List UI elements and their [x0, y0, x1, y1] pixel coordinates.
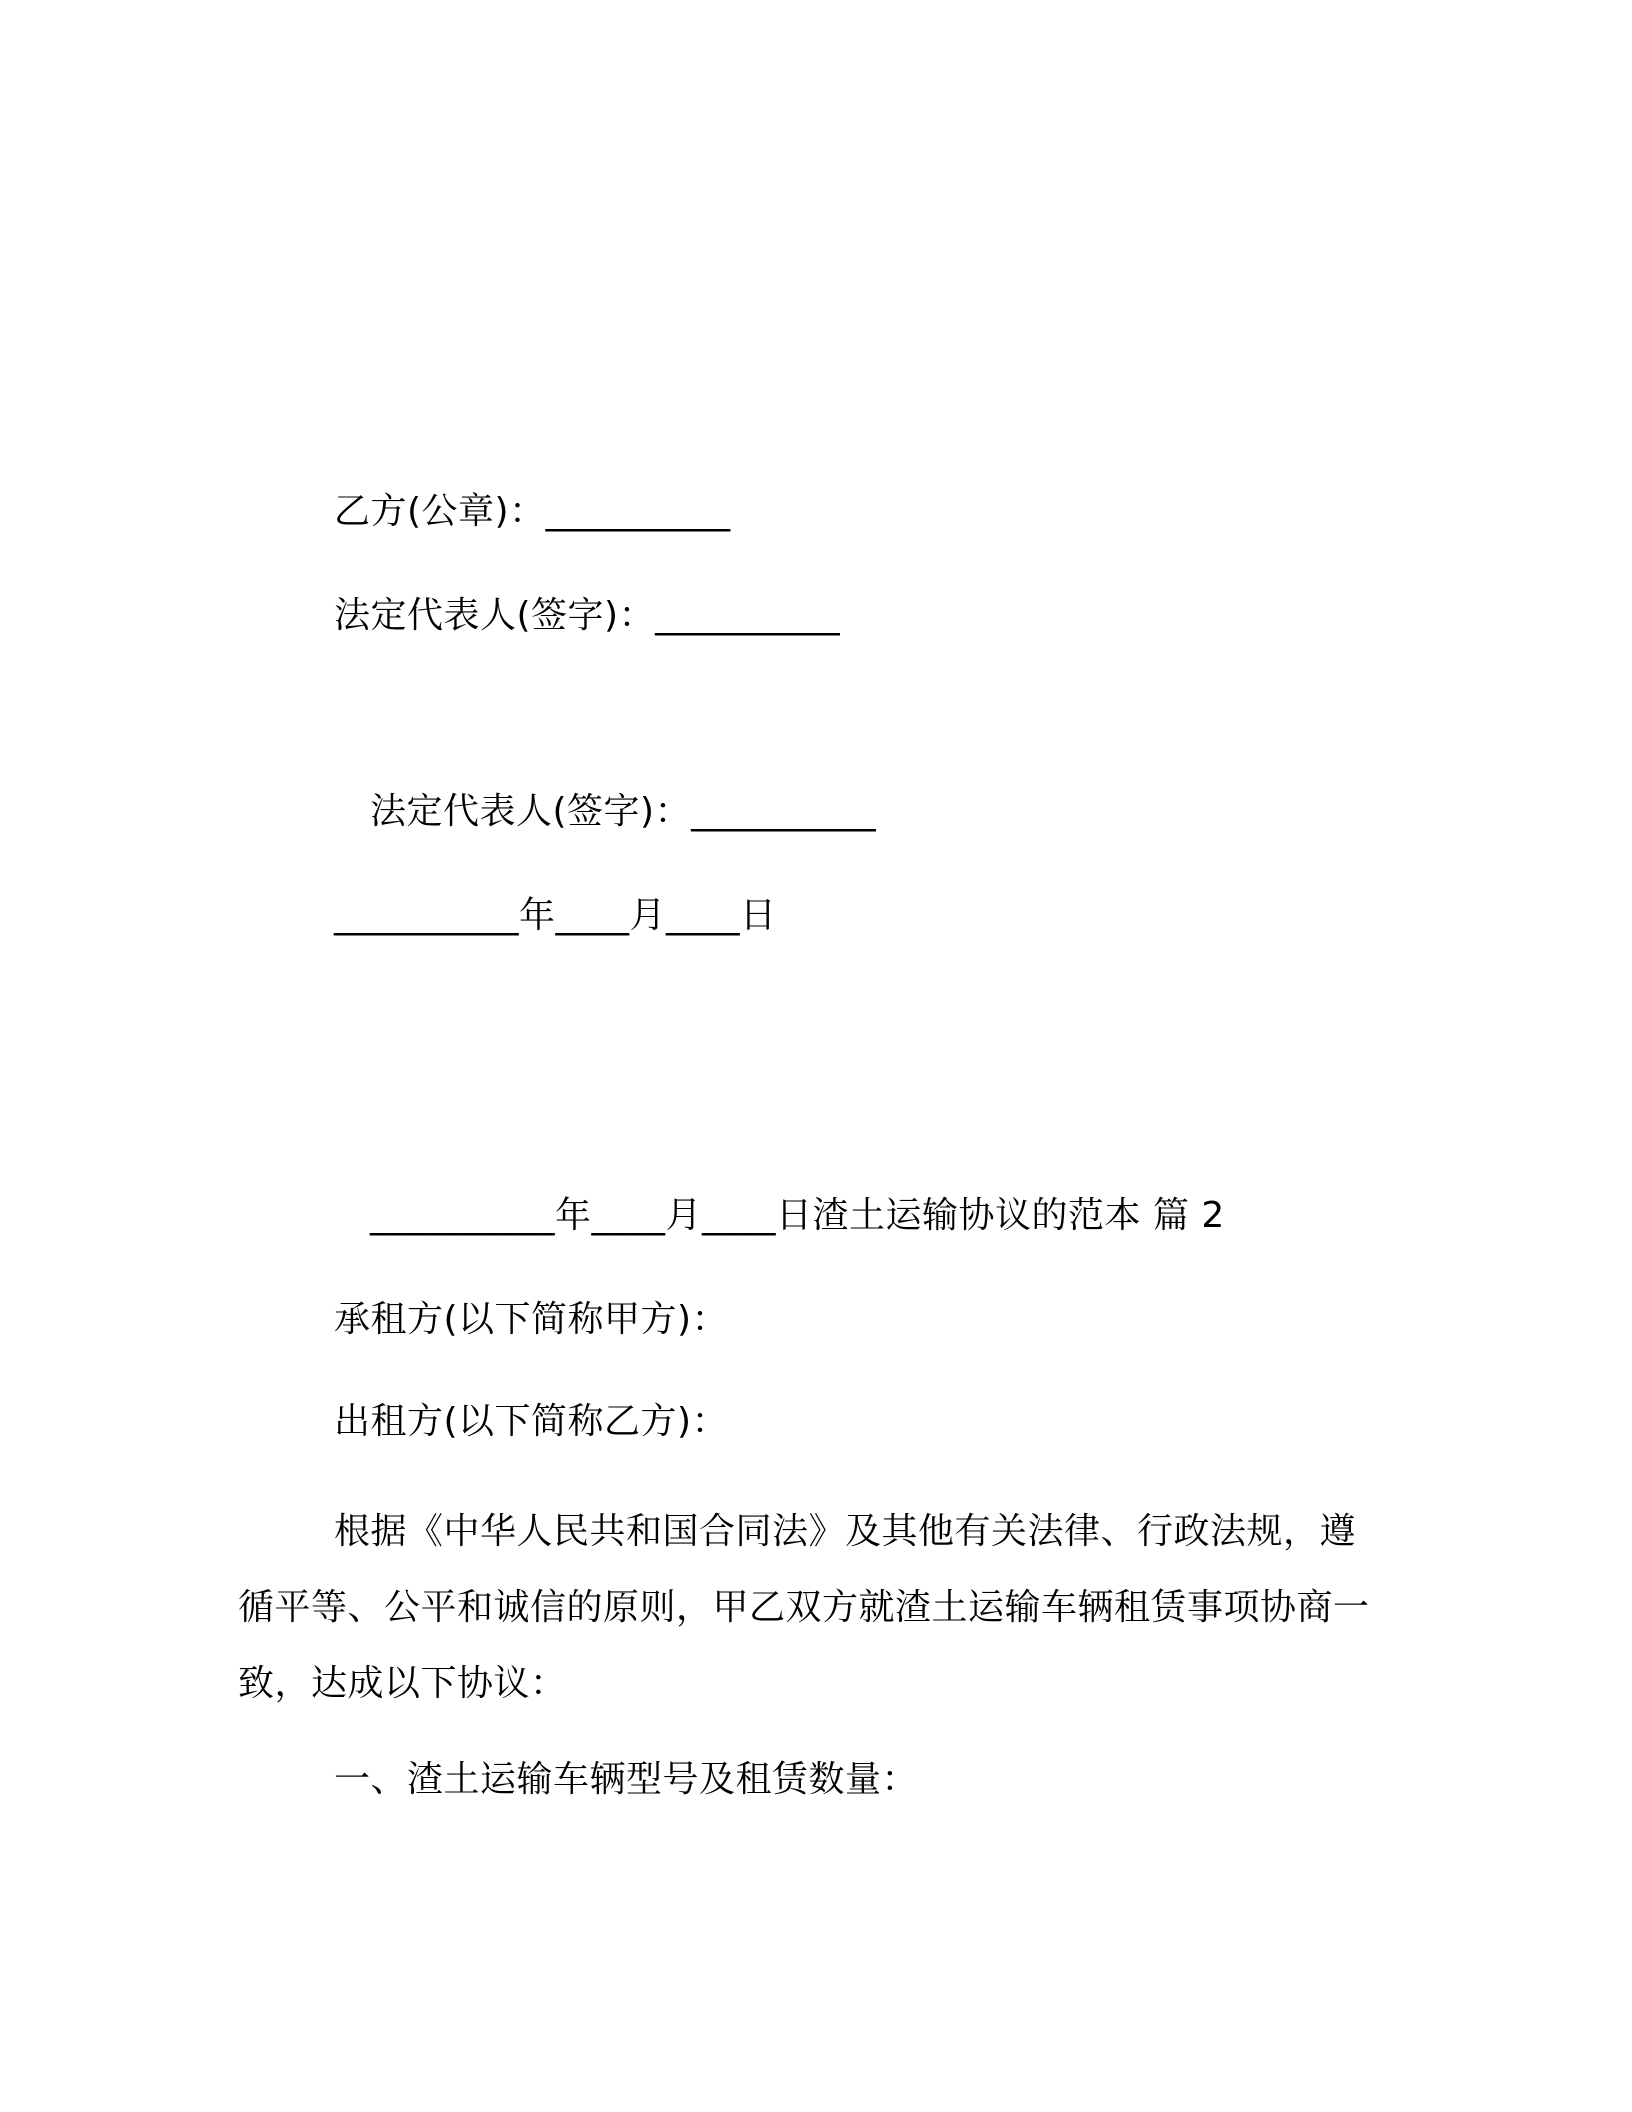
section-heading: __________年____月____日渣土运输协议的范本 篇 2: [370, 1195, 1225, 1236]
lessor-line: 出租方(以下简称乙方)：: [334, 1401, 729, 1442]
clause-1-title: 一、渣土运输车辆型号及租赁数量：: [334, 1759, 919, 1800]
legal-rep-sign-line-indented: 法定代表人(签字)：__________: [370, 791, 877, 832]
legal-rep-sign-line: 法定代表人(签字)：__________: [334, 595, 841, 636]
lessee-line: 承租方(以下简称甲方)：: [334, 1299, 729, 1340]
party-b-seal-line: 乙方(公章)：__________: [334, 491, 731, 532]
signature-date-line: __________年____月____日: [334, 895, 777, 936]
preamble-paragraph: 根据《中华人民共和国合同法》及其他有关法律、行政法规，遵循平等、公平和诚信的原则，甲乙双方就渣土运输车辆租赁事项协商一致，达成以下协议：: [238, 1511, 1370, 1704]
